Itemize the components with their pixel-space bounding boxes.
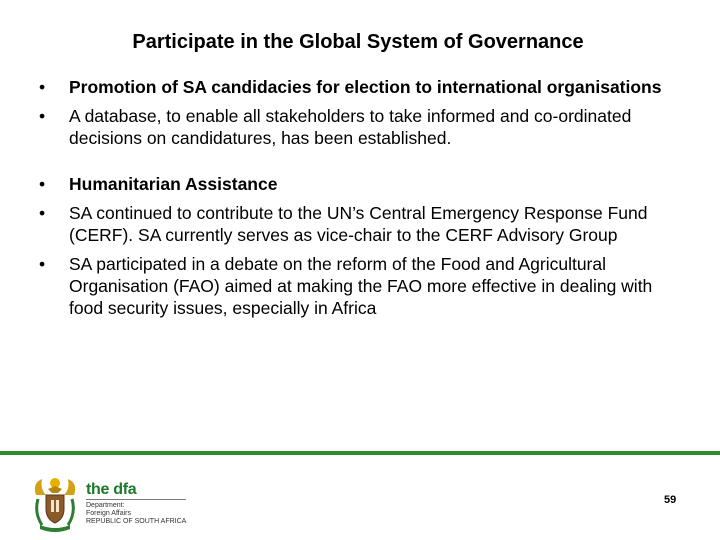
logo-underline (86, 499, 186, 500)
bullet-item (39, 202, 669, 246)
bullet-text: SA participated in a debate on the reform of the Food and Agricultural Organisation (FAO) aimed at making the FAO more effective in dealing with food security issues, especially in Africa (69, 254, 653, 318)
page-number: 59 (664, 494, 677, 506)
bullet-dot: • (39, 77, 46, 97)
department-line-2: Foreign Affairs (86, 510, 132, 517)
bullet-item (39, 105, 669, 149)
bullet-text: Humanitarian Assistance (69, 174, 278, 194)
bullet-item (39, 76, 669, 98)
bullet-text: A database, to enable all stakeholders to take informed and co-ordinated decisions on candidatures, has been established. (69, 106, 632, 148)
bullet-item (39, 173, 669, 195)
slide-footer (0, 455, 720, 540)
coat-of-arms-icon (30, 475, 80, 533)
department-line-3: REPUBLIC OF SOUTH AFRICA (86, 518, 187, 525)
bullet-text: Promotion of SA candidacies for election to international organisations (69, 77, 662, 97)
bullet-dot: • (39, 174, 46, 194)
department-line-1: Department: (86, 502, 125, 509)
bullet-dot: • (39, 254, 46, 274)
department-name (86, 502, 186, 526)
slide-title: Participate in the Global System of Governance (132, 31, 584, 53)
bullet-dot: • (39, 203, 46, 223)
bullet-dot: • (39, 106, 46, 126)
dfa-logo-text: the dfa (86, 481, 137, 498)
bullet-item (39, 253, 669, 319)
bullet-list (39, 76, 669, 326)
bullet-text: SA continued to contribute to the UN’s Central Emergency Response Fund (CERF). SA currently serves as vice-chair to the CERF Advisory Group (69, 203, 648, 245)
